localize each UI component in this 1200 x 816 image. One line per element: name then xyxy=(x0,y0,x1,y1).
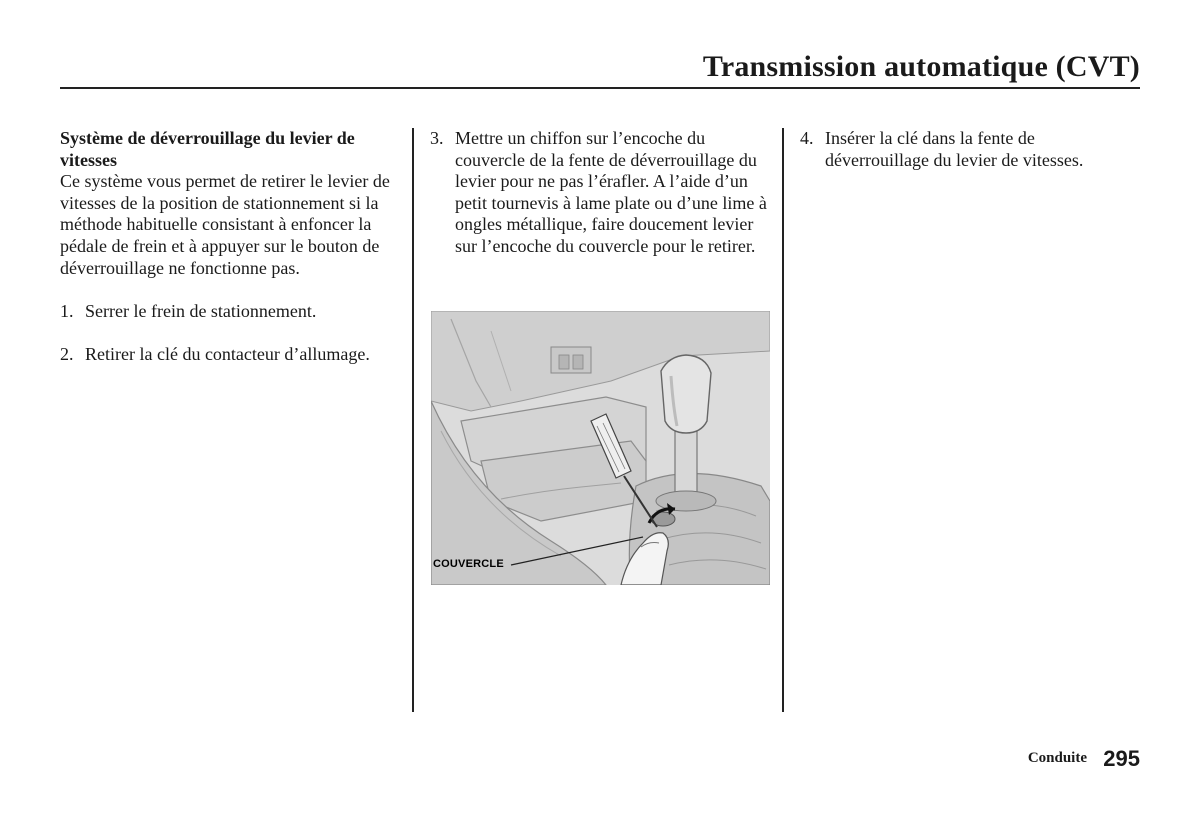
column-divider xyxy=(412,128,414,712)
illustration-shift-lever-cover xyxy=(431,311,770,585)
step-number: 1. xyxy=(60,300,74,321)
column-2 xyxy=(430,128,770,258)
page-title: Transmission automatique (CVT) xyxy=(702,50,1140,83)
step-text: Insérer la clé dans la fente de déverrouillage du levier de vitesses. xyxy=(825,128,1084,170)
step-3 xyxy=(430,128,770,258)
step-number: 3. xyxy=(430,128,444,148)
footer-section-name: Conduite xyxy=(1027,750,1087,766)
section-heading: Système de déverrouillage du levier de vitesses xyxy=(60,128,355,170)
step-number: 2. xyxy=(60,343,74,364)
cover-callout-label: COUVERCLE xyxy=(433,558,504,570)
step-text: Retirer la clé du contacteur d’allumage. xyxy=(85,343,370,364)
column-divider xyxy=(782,128,784,712)
step-text: Serrer le frein de stationnement. xyxy=(85,300,317,321)
page-number: 295 xyxy=(1103,746,1140,771)
step-text: Mettre un chiffon sur l’encoche du couvercle de la fente de déverrouillage du levier pour ne pas l’érafler. A l’aide d’un petit tournevis à lame plate ou d’une lime à ongles métallique, faire doucement levier sur l’encoche du couvercle pour le retirer. xyxy=(455,128,767,256)
column-1 xyxy=(60,128,400,366)
column-3 xyxy=(800,128,1140,171)
shift-console-drawing xyxy=(431,311,770,585)
intro-paragraph: Ce système vous permet de retirer le levier de vitesses de la position de stationnement si la méthode habituelle consistant à enfoncer la pédale de frein et à appuyer sur le bouton de déverrouillage ne fonctionne pas. xyxy=(60,171,390,278)
step-number: 4. xyxy=(800,128,814,148)
step-1 xyxy=(60,301,400,323)
title-divider xyxy=(60,87,1140,89)
step-2 xyxy=(60,344,400,366)
step-4 xyxy=(800,128,1140,171)
